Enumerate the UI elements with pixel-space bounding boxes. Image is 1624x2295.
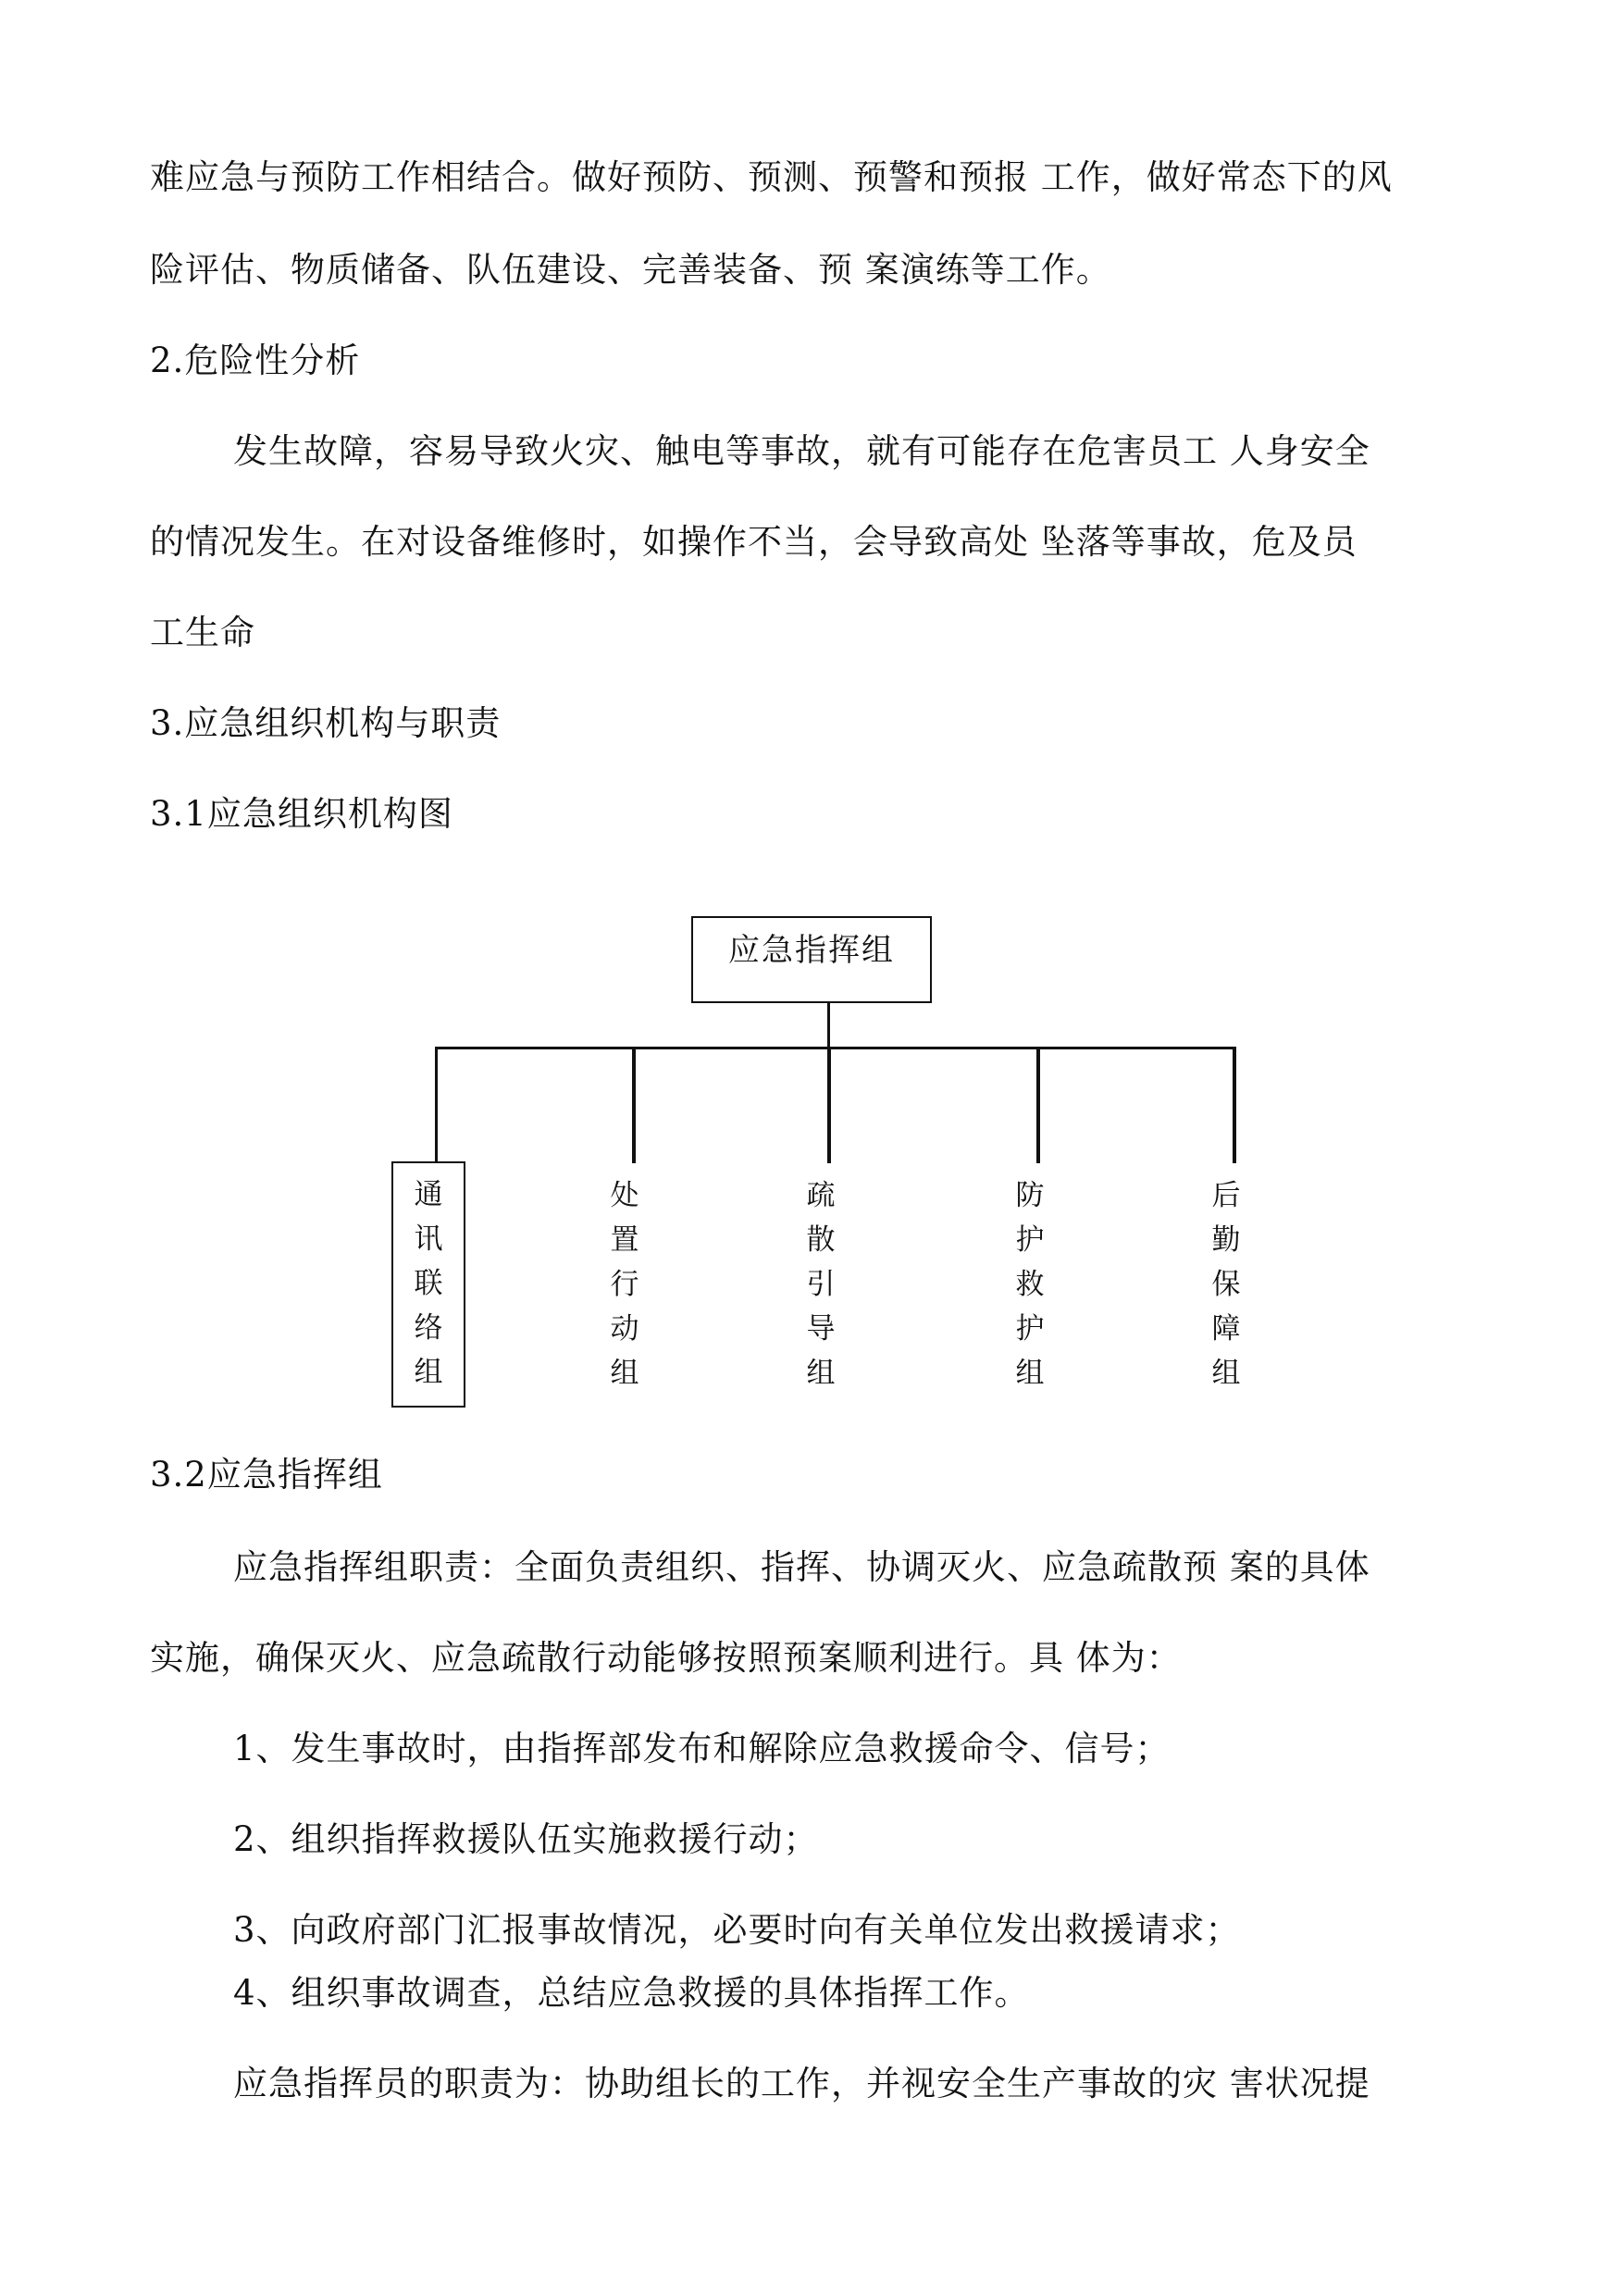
org-char: 组 bbox=[610, 1357, 639, 1390]
paragraph-line: 工生命 bbox=[150, 613, 255, 652]
connector-line bbox=[1233, 1047, 1236, 1163]
org-char: 散 bbox=[806, 1223, 836, 1257]
org-char: 引 bbox=[806, 1268, 836, 1301]
list-item: 4、组织事故调查，总结应急救援的具体指挥工作。 bbox=[233, 1973, 1030, 2013]
connector-line bbox=[827, 1047, 831, 1163]
org-char: 络 bbox=[414, 1311, 443, 1345]
paragraph-line: 应急指挥员的职责为：协助组长的工作，并视安全生产事故的灾 害状况提 bbox=[233, 2064, 1370, 2103]
org-char: 护 bbox=[1015, 1223, 1045, 1257]
org-char: 置 bbox=[610, 1223, 639, 1257]
org-char: 疏 bbox=[806, 1179, 836, 1212]
org-char: 处 bbox=[610, 1179, 639, 1212]
org-root-box: 应急指挥组 bbox=[691, 916, 932, 1003]
org-char: 组 bbox=[1015, 1357, 1045, 1390]
org-child-logistics bbox=[1198, 1173, 1254, 1396]
org-char: 障 bbox=[1211, 1312, 1241, 1346]
org-char: 联 bbox=[414, 1267, 443, 1300]
org-char: 保 bbox=[1211, 1268, 1241, 1301]
org-child-evacuation bbox=[793, 1173, 849, 1396]
paragraph-line: 险评估、物质储备、队伍建设、完善装备、预 案演练等工作。 bbox=[150, 250, 1111, 290]
section-heading-2: 2.危险性分析 bbox=[150, 341, 361, 380]
org-char: 组 bbox=[414, 1356, 443, 1389]
org-child-comm bbox=[391, 1161, 465, 1408]
org-char: 防 bbox=[1015, 1179, 1045, 1212]
org-char: 勤 bbox=[1211, 1223, 1241, 1257]
connector-line bbox=[435, 1047, 1235, 1049]
org-char: 组 bbox=[1211, 1357, 1241, 1390]
connector-line bbox=[435, 1047, 438, 1161]
org-char: 护 bbox=[1015, 1312, 1045, 1346]
org-char: 讯 bbox=[414, 1222, 443, 1256]
section-heading-3-2: 3.2应急指挥组 bbox=[150, 1455, 383, 1495]
list-item: 1、发生事故时，由指挥部发布和解除应急救援命令、信号； bbox=[233, 1729, 1171, 1768]
org-char: 动 bbox=[610, 1312, 639, 1346]
connector-line bbox=[1036, 1047, 1040, 1163]
org-char: 救 bbox=[1015, 1268, 1045, 1301]
connector-line bbox=[827, 1003, 830, 1048]
paragraph-line: 应急指挥组职责：全面负责组织、指挥、协调灭火、应急疏散预 案的具体 bbox=[233, 1547, 1370, 1587]
paragraph-line: 难应急与预防工作相结合。做好预防、预测、预警和预报 工作，做好常态下的风 bbox=[150, 157, 1393, 197]
list-item: 2、组织指挥救援队伍实施救援行动； bbox=[233, 1819, 819, 1859]
org-child-action bbox=[597, 1173, 652, 1396]
org-char: 导 bbox=[806, 1312, 836, 1346]
paragraph-line: 实施，确保灭火、应急疏散行动能够按照预案顺利进行。具 体为： bbox=[150, 1638, 1182, 1678]
org-char: 组 bbox=[806, 1357, 836, 1390]
paragraph-line: 发生故障，容易导致火灾、触电等事故，就有可能存在危害员工 人身安全 bbox=[233, 431, 1370, 471]
section-heading-3: 3.应急组织机构与职责 bbox=[150, 703, 502, 743]
connector-line bbox=[632, 1047, 636, 1163]
org-child-rescue bbox=[1002, 1173, 1058, 1396]
org-char: 后 bbox=[1211, 1179, 1241, 1212]
org-char: 通 bbox=[414, 1178, 443, 1211]
list-item: 3、向政府部门汇报事故情况，必要时向有关单位发出救援请求； bbox=[233, 1910, 1241, 1950]
org-char: 行 bbox=[610, 1268, 639, 1301]
paragraph-line: 的情况发生。在对设备维修时，如操作不当，会导致高处 坠落等事故，危及员 bbox=[150, 522, 1357, 562]
section-heading-3-1: 3.1应急组织机构图 bbox=[150, 794, 453, 834]
